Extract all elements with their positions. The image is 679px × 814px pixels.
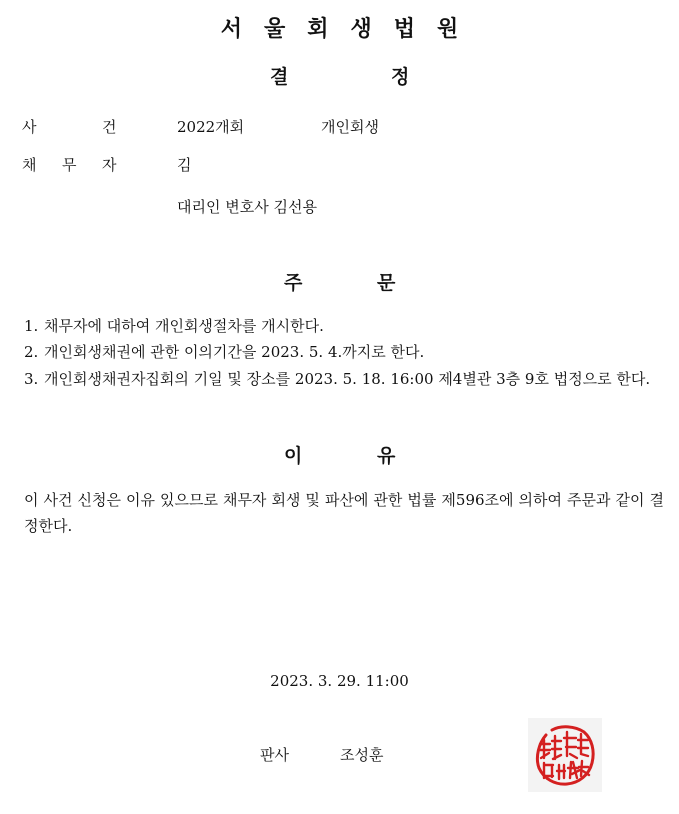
order-item [24,339,664,365]
court-name-char: 생 [350,17,372,42]
judge-name: 조성훈 [340,746,384,764]
judge-title: 판사 [260,746,289,764]
court-name-char: 울 [263,17,286,42]
order-item-text: 채무자에 대하여 개인회생절차를 개시한다. [44,317,324,335]
court-name-char: 서 [220,17,242,42]
case-type: 개인회생 [321,118,379,136]
decision-datetime: 2023. 3. 29. 11:00 [270,672,409,690]
order-heading-char: 주 [284,272,303,294]
doc-type-char: 결 [270,66,289,88]
judge-seal [528,718,602,792]
reason-heading-char: 이 [284,445,303,467]
order-item [24,366,664,392]
case-number: 2022개회 [177,118,245,136]
case-label-char: 건 [102,118,117,136]
reason-text: 이 사건 신청은 이유 있으므로 채무자 회생 및 파산에 관한 법률 제596조에 의하여 주문과 같이 결정한다. [24,491,664,535]
reason-heading-char: 유 [377,445,396,467]
order-heading-char: 문 [377,272,396,294]
order-item-number: 2. [24,343,39,361]
seal-stamp-icon [528,718,602,792]
court-name-char: 법 [393,17,416,42]
court-name-char: 회 [307,17,329,42]
order-item-number: 1. [24,317,39,335]
debtor-label-char: 무 [62,156,77,174]
order-item-text: 개인회생채권에 관한 이의기간을 2023. 5. 4.까지로 한다. [44,343,425,361]
court-name [0,12,679,43]
doc-type-char: 정 [391,66,410,88]
court-name-char: 원 [437,17,459,42]
debtor-label-char: 자 [102,156,117,174]
case-label-char: 사 [22,118,37,136]
order-item-number: 3. [24,370,39,388]
order-item [24,313,664,339]
debtor-agent: 대리인 변호사 김선용 [177,198,317,216]
debtor-name: 김 [177,156,192,174]
order-item-text: 개인회생채권자집회의 기일 및 장소를 2023. 5. 18. 16:00 제4별관 3층 9호 법정으로 한다. [44,370,651,388]
debtor-label-char: 채 [22,156,37,174]
